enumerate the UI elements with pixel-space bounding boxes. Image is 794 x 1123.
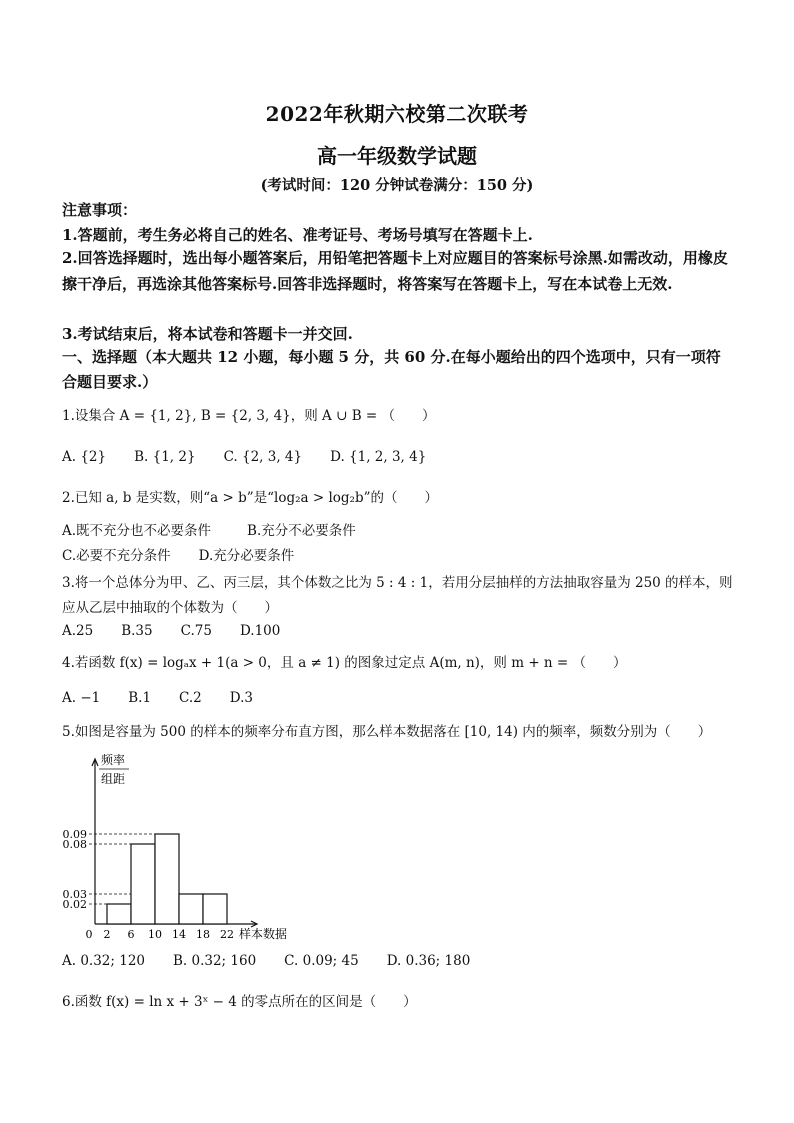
question-4-stem: 4.若函数 f(x) = logₐx + 1(a > 0，且 a ≠ 1) 的图象过定点 A(m, n)，则 m + n = （ ） [62,655,627,671]
note-item-3: 3.考试结束后，将本试卷和答题卡一并交回. [62,325,353,343]
option-b: B.1 [128,690,152,706]
y-label-bottom: 组距 [101,772,126,786]
question-5-options [62,951,734,971]
question-2-options-row-1 [62,521,734,541]
option-b: B.充分不必要条件 [247,523,356,539]
option-a: A.既不充分也不必要条件 [62,523,212,539]
option-b: B. {1, 2} [134,449,196,465]
option-a: A. 0.32; 120 [62,953,145,969]
x-tick-label: 2 [103,928,111,941]
y-label-top: 频率 [101,753,126,767]
x-tick-label: 18 [196,928,210,941]
histogram-bar-5 [203,894,227,924]
question-6-stem: 6.函数 f(x) = ln x + 3ˣ − 4 的零点所在的区间是（ ） [62,994,417,1010]
histogram-bar-1 [107,904,131,924]
question-2-stem: 2.已知 a, b 是实数，则“a > b”是“log₂a > log₂b”的（ ） [62,490,439,506]
frequency-histogram [55,750,315,945]
x-tick-label: 14 [172,928,186,941]
section-1-heading: 一、选择题（本大题共 12 小题，每小题 5 分，共 60 分.在每小题给出的四个选项中，只有一项符合题目要求.） [62,348,721,391]
option-d: D. {1, 2, 3, 4} [330,449,427,465]
question-3-stem: 3.将一个总体分为甲、乙、丙三层，其个体数之比为 5 : 4 : 1，若用分层抽样的方法抽取容量为 250 的样本，则应从乙层中抽取的个体数为（ ） [62,575,733,616]
y-tick-label: 0.08 [62,838,87,851]
exam-info: (考试时间：120 分钟试卷满分：150 分) [260,177,534,194]
question-1-stem: 1.设集合 A = {1, 2}, B = {2, 3, 4}，则 A ∪ B = （ ） [62,408,436,424]
option-c: C.必要不充分条件 [62,548,171,564]
option-b: B. 0.32; 160 [173,953,257,969]
note-item-2: 2.回答选择题时，选出每小题答案后，用铅笔把答题卡上对应题目的答案标号涂黑.如需改动，用橡皮擦干净后，再选涂其他答案标号.回答非选择题时，将答案写在答题卡上，写在本试卷上无效. [62,249,728,293]
option-c: C. {2, 3, 4} [223,449,303,465]
y-tick-label: 0.03 [62,888,87,901]
x-tick-label: 22 [220,928,234,941]
y-tick-label: 0.09 [62,828,87,841]
option-c: C. 0.09; 45 [284,953,359,969]
option-a: A. −1 [62,690,101,706]
x-axis-label: 样本数据 [239,927,288,941]
notes-heading: 注意事项： [62,201,138,219]
exam-subtitle: 高一年级数学试题 [317,144,477,168]
question-1-options [62,447,734,467]
histogram-bar-3 [155,834,179,924]
option-b: B.35 [121,623,153,639]
question-2-options-row-2 [62,546,734,566]
exam-title: 2022年秋期六校第二次联考 [265,102,529,126]
x-tick-label: 6 [127,928,135,941]
x-tick-label: 0 [85,928,93,941]
question-5-stem: 5.如图是容量为 500 的样本的频率分布直方图，那么样本数据落在 [10, 14) 内的频率，频数分别为（ ） [62,724,712,740]
x-tick-label: 10 [148,928,162,941]
option-d: D.充分必要条件 [198,548,295,564]
option-a: A.25 [62,623,94,639]
option-c: C.2 [179,690,202,706]
question-4-options [62,688,734,708]
option-d: D.100 [239,623,281,639]
option-d: D.3 [229,690,254,706]
note-item-1: 1.答题前，考生务必将自己的姓名、准考证号、考场号填写在答题卡上. [62,226,533,244]
histogram-bar-2 [131,844,155,924]
histogram-bar-4 [179,894,203,924]
option-d: D. 0.36; 180 [386,953,471,969]
option-c: C.75 [180,623,212,639]
option-a: A. {2} [62,449,107,465]
question-3-options [62,621,734,641]
y-tick-label: 0.02 [62,898,87,911]
